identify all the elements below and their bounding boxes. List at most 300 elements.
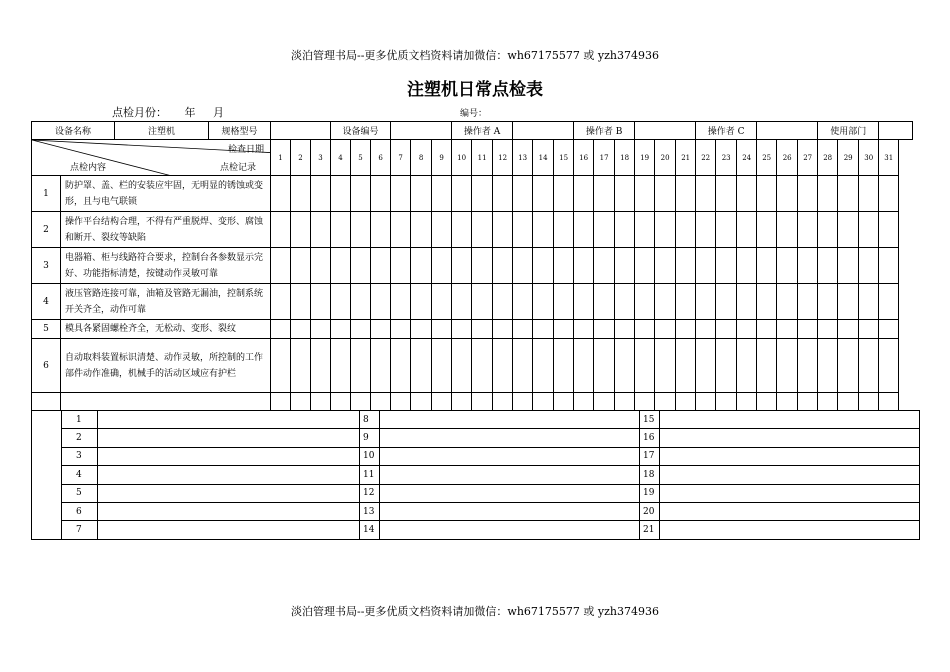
record-cell[interactable] — [696, 320, 716, 339]
info-row — [32, 122, 913, 140]
record-cell[interactable] — [879, 284, 899, 320]
record-cell[interactable] — [371, 339, 391, 393]
record-cell[interactable] — [331, 212, 351, 248]
record-cell[interactable] — [371, 176, 391, 212]
record-cell[interactable] — [513, 393, 533, 411]
record-cell[interactable] — [351, 212, 371, 248]
bottom-entry-number: 5 — [62, 484, 98, 502]
record-cell[interactable] — [493, 212, 513, 248]
record-cell[interactable] — [472, 339, 493, 393]
bottom-entry-field[interactable] — [660, 411, 920, 429]
record-cell[interactable] — [351, 393, 371, 411]
record-cell[interactable] — [655, 320, 676, 339]
record-cell[interactable] — [574, 248, 594, 284]
record-cell[interactable] — [513, 320, 533, 339]
day-header-3: 3 — [311, 140, 331, 176]
record-cell[interactable] — [594, 176, 615, 212]
record-cell[interactable] — [818, 212, 838, 248]
bottom-entry-field[interactable] — [98, 484, 360, 502]
record-cell[interactable] — [818, 320, 838, 339]
record-cell[interactable] — [838, 339, 859, 393]
record-cell[interactable] — [879, 176, 899, 212]
bottom-entry-field[interactable] — [380, 447, 640, 465]
item-description: 模具各紧固螺栓齐全，无松动、变形、裂纹 — [61, 320, 271, 339]
record-cell[interactable] — [615, 248, 635, 284]
record-cell[interactable] — [696, 212, 716, 248]
day-header-31: 31 — [879, 140, 899, 176]
record-cell[interactable] — [391, 176, 411, 212]
record-cell[interactable] — [696, 339, 716, 393]
record-cell[interactable] — [635, 284, 655, 320]
bottom-entry-number: 3 — [62, 447, 98, 465]
bottom-row — [32, 502, 920, 520]
day-header-30: 30 — [859, 140, 879, 176]
record-cell[interactable] — [452, 393, 472, 411]
record-cell[interactable] — [777, 284, 798, 320]
record-cell[interactable] — [615, 320, 635, 339]
record-cell[interactable] — [594, 212, 615, 248]
record-cell[interactable] — [351, 320, 371, 339]
record-cell[interactable] — [472, 284, 493, 320]
day-header-15: 15 — [554, 140, 574, 176]
record-cell[interactable] — [331, 320, 351, 339]
record-cell[interactable] — [635, 248, 655, 284]
record-cell[interactable] — [615, 176, 635, 212]
record-cell[interactable] — [879, 212, 899, 248]
record-cell[interactable] — [311, 212, 331, 248]
record-cell[interactable] — [859, 176, 879, 212]
record-cell[interactable] — [291, 284, 311, 320]
item-description: 防护罩、盖、栏的安装应牢固，无明显的锈蚀或变形，且与电气联锁 — [61, 176, 271, 212]
record-cell[interactable] — [411, 284, 432, 320]
record-cell[interactable] — [432, 284, 452, 320]
record-cell[interactable] — [452, 320, 472, 339]
record-cell[interactable] — [311, 320, 331, 339]
record-cell[interactable] — [391, 393, 411, 411]
record-cell[interactable] — [838, 284, 859, 320]
bottom-entry-field[interactable] — [380, 466, 640, 484]
record-cell[interactable] — [311, 393, 331, 411]
record-cell[interactable] — [859, 284, 879, 320]
bottom-entry-field[interactable] — [660, 484, 920, 502]
day-header-19: 19 — [635, 140, 655, 176]
record-cell[interactable] — [472, 248, 493, 284]
record-cell[interactable] — [696, 248, 716, 284]
record-cell[interactable] — [838, 176, 859, 212]
item-number: 2 — [32, 212, 61, 248]
day-header-20: 20 — [655, 140, 676, 176]
record-cell[interactable] — [331, 339, 351, 393]
record-cell[interactable] — [818, 284, 838, 320]
bottom-entry-field[interactable] — [380, 429, 640, 447]
record-cell[interactable] — [554, 248, 574, 284]
bottom-entry-number: 16 — [640, 429, 660, 447]
record-cell[interactable] — [676, 320, 696, 339]
record-cell[interactable] — [635, 320, 655, 339]
model-label: 规格型号 — [209, 122, 271, 140]
record-cell[interactable] — [271, 212, 291, 248]
record-cell[interactable] — [838, 393, 859, 411]
record-cell[interactable] — [818, 176, 838, 212]
day-header-7: 7 — [391, 140, 411, 176]
record-cell[interactable] — [331, 248, 351, 284]
record-cell[interactable] — [371, 284, 391, 320]
record-cell[interactable] — [574, 339, 594, 393]
record-cell[interactable] — [452, 284, 472, 320]
record-cell[interactable] — [716, 212, 737, 248]
record-cell[interactable] — [838, 320, 859, 339]
page-footer-text: 淡泊管理书局--更多优质文档资料请加微信：wh67175577 或 yzh374936 — [291, 605, 659, 618]
bottom-entry-number: 4 — [62, 466, 98, 484]
record-cell[interactable] — [271, 248, 291, 284]
record-cell[interactable] — [594, 248, 615, 284]
record-cell[interactable] — [291, 248, 311, 284]
record-cell[interactable] — [676, 339, 696, 393]
record-cell[interactable] — [798, 284, 818, 320]
record-cell[interactable] — [777, 212, 798, 248]
record-cell[interactable] — [291, 339, 311, 393]
record-cell[interactable] — [452, 339, 472, 393]
bottom-entry-field[interactable] — [380, 411, 640, 429]
record-cell[interactable] — [554, 176, 574, 212]
record-cell[interactable] — [574, 393, 594, 411]
bottom-entry-field[interactable] — [98, 502, 360, 520]
item-number: 5 — [32, 320, 61, 339]
record-cell[interactable] — [737, 393, 757, 411]
blank-item-row — [32, 393, 913, 411]
equipment-no-label: 设备编号 — [331, 122, 391, 140]
bottom-entry-field[interactable] — [660, 466, 920, 484]
record-cell[interactable] — [737, 320, 757, 339]
bottom-entry-number: 21 — [640, 521, 660, 539]
record-cell[interactable] — [554, 212, 574, 248]
inspection-item-row — [32, 176, 913, 212]
bottom-entry-field[interactable] — [660, 521, 920, 539]
record-cell[interactable] — [615, 393, 635, 411]
record-cell[interactable] — [513, 176, 533, 212]
record-cell[interactable] — [676, 284, 696, 320]
blank-number-cell — [32, 393, 61, 411]
record-cell[interactable] — [391, 320, 411, 339]
record-cell[interactable] — [432, 176, 452, 212]
record-cell[interactable] — [311, 339, 331, 393]
inspection-month-row — [112, 104, 238, 120]
bottom-entry-field[interactable] — [98, 429, 360, 447]
record-cell[interactable] — [574, 212, 594, 248]
record-cell[interactable] — [818, 248, 838, 284]
record-cell[interactable] — [411, 212, 432, 248]
record-cell[interactable] — [635, 176, 655, 212]
record-cell[interactable] — [737, 339, 757, 393]
record-cell[interactable] — [879, 393, 899, 411]
record-cell[interactable] — [533, 176, 554, 212]
item-number: 3 — [32, 248, 61, 284]
record-cell[interactable] — [777, 176, 798, 212]
record-cell[interactable] — [452, 248, 472, 284]
record-cell[interactable] — [371, 393, 391, 411]
record-cell[interactable] — [777, 320, 798, 339]
record-cell[interactable] — [291, 393, 311, 411]
record-cell[interactable] — [493, 339, 513, 393]
record-cell[interactable] — [391, 248, 411, 284]
record-cell[interactable] — [311, 176, 331, 212]
record-cell[interactable] — [757, 212, 777, 248]
record-cell[interactable] — [432, 248, 452, 284]
record-cell[interactable] — [777, 339, 798, 393]
inspection-month-label: 点检月份： — [112, 106, 167, 119]
record-cell[interactable] — [411, 176, 432, 212]
record-cell[interactable] — [554, 284, 574, 320]
item-number: 1 — [32, 176, 61, 212]
record-cell[interactable] — [777, 248, 798, 284]
record-cell[interactable] — [859, 248, 879, 284]
bottom-entry-field[interactable] — [98, 466, 360, 484]
record-cell[interactable] — [737, 212, 757, 248]
record-cell[interactable] — [737, 284, 757, 320]
bottom-entry-field[interactable] — [98, 521, 360, 539]
record-cell[interactable] — [533, 339, 554, 393]
bottom-entry-field[interactable] — [660, 502, 920, 520]
record-cell[interactable] — [351, 284, 371, 320]
record-cell[interactable] — [472, 212, 493, 248]
record-cell[interactable] — [798, 212, 818, 248]
record-cell[interactable] — [838, 248, 859, 284]
record-cell[interactable] — [271, 284, 291, 320]
day-header-2: 2 — [291, 140, 311, 176]
day-header-6: 6 — [371, 140, 391, 176]
record-cell[interactable] — [493, 320, 513, 339]
record-cell[interactable] — [879, 248, 899, 284]
record-cell[interactable] — [291, 212, 311, 248]
record-cell[interactable] — [554, 320, 574, 339]
record-cell[interactable] — [291, 320, 311, 339]
record-cell[interactable] — [635, 339, 655, 393]
record-cell[interactable] — [452, 176, 472, 212]
record-cell[interactable] — [351, 248, 371, 284]
record-cell[interactable] — [351, 339, 371, 393]
record-cell[interactable] — [271, 320, 291, 339]
record-cell[interactable] — [798, 248, 818, 284]
record-cell[interactable] — [371, 248, 391, 284]
day-header-10: 10 — [452, 140, 472, 176]
record-cell[interactable] — [533, 393, 554, 411]
inspection-content-label: 点检内容 — [70, 163, 107, 173]
record-cell[interactable] — [411, 320, 432, 339]
record-cell[interactable] — [411, 393, 432, 411]
record-cell[interactable] — [493, 284, 513, 320]
record-cell[interactable] — [676, 248, 696, 284]
day-header-26: 26 — [777, 140, 798, 176]
bottom-entry-field[interactable] — [660, 447, 920, 465]
record-cell[interactable] — [533, 212, 554, 248]
diagonal-header-cell — [32, 140, 271, 176]
day-header-14: 14 — [533, 140, 554, 176]
bottom-entry-number: 15 — [640, 411, 660, 429]
operator-a-field[interactable] — [513, 122, 574, 140]
record-cell[interactable] — [271, 176, 291, 212]
record-cell[interactable] — [615, 284, 635, 320]
record-cell[interactable] — [452, 212, 472, 248]
record-cell[interactable] — [696, 284, 716, 320]
record-cell[interactable] — [757, 393, 777, 411]
record-cell[interactable] — [311, 248, 331, 284]
record-cell[interactable] — [859, 320, 879, 339]
record-cell[interactable] — [472, 320, 493, 339]
record-cell[interactable] — [432, 212, 452, 248]
day-header-27: 27 — [798, 140, 818, 176]
day-header-21: 21 — [676, 140, 696, 176]
record-cell[interactable] — [331, 393, 351, 411]
record-cell[interactable] — [554, 339, 574, 393]
record-cell[interactable] — [818, 339, 838, 393]
record-cell[interactable] — [798, 176, 818, 212]
record-cell[interactable] — [472, 176, 493, 212]
record-cell[interactable] — [331, 176, 351, 212]
record-cell[interactable] — [432, 393, 452, 411]
record-cell[interactable] — [655, 393, 676, 411]
record-cell[interactable] — [271, 339, 291, 393]
record-cell[interactable] — [594, 284, 615, 320]
record-cell[interactable] — [716, 176, 737, 212]
record-cell[interactable] — [271, 393, 291, 411]
record-cell[interactable] — [411, 248, 432, 284]
department-field[interactable] — [879, 122, 913, 140]
operator-b-field[interactable] — [635, 122, 696, 140]
record-cell[interactable] — [676, 176, 696, 212]
record-cell[interactable] — [513, 339, 533, 393]
bottom-entry-number: 12 — [360, 484, 380, 502]
record-cell[interactable] — [655, 176, 676, 212]
record-cell[interactable] — [655, 339, 676, 393]
record-cell[interactable] — [879, 320, 899, 339]
check-date-label: 检查日期 — [228, 145, 265, 155]
record-cell[interactable] — [493, 176, 513, 212]
record-cell[interactable] — [676, 393, 696, 411]
record-cell[interactable] — [594, 320, 615, 339]
day-header-16: 16 — [574, 140, 594, 176]
record-cell[interactable] — [757, 248, 777, 284]
bottom-entry-field[interactable] — [380, 484, 640, 502]
record-cell[interactable] — [574, 176, 594, 212]
month-unit-label: 月 — [213, 106, 224, 119]
record-cell[interactable] — [737, 176, 757, 212]
record-cell[interactable] — [757, 339, 777, 393]
bottom-entry-field[interactable] — [98, 447, 360, 465]
bottom-entry-field[interactable] — [98, 411, 360, 429]
record-cell[interactable] — [818, 393, 838, 411]
record-cell[interactable] — [716, 248, 737, 284]
record-cell[interactable] — [696, 393, 716, 411]
record-cell[interactable] — [391, 284, 411, 320]
record-cell[interactable] — [554, 393, 574, 411]
record-cell[interactable] — [757, 284, 777, 320]
record-cell[interactable] — [493, 248, 513, 284]
record-cell[interactable] — [859, 339, 879, 393]
record-cell[interactable] — [331, 284, 351, 320]
record-cell[interactable] — [533, 320, 554, 339]
model-value-field[interactable] — [271, 122, 331, 140]
record-cell[interactable] — [655, 284, 676, 320]
record-cell[interactable] — [879, 339, 899, 393]
record-cell[interactable] — [716, 284, 737, 320]
bottom-entry-field[interactable] — [380, 502, 640, 520]
record-cell[interactable] — [513, 248, 533, 284]
record-cell[interactable] — [676, 212, 696, 248]
record-cell[interactable] — [574, 320, 594, 339]
record-cell[interactable] — [777, 393, 798, 411]
day-header-13: 13 — [513, 140, 533, 176]
record-cell[interactable] — [655, 248, 676, 284]
record-cell[interactable] — [696, 176, 716, 212]
record-cell[interactable] — [371, 212, 391, 248]
day-header-29: 29 — [838, 140, 859, 176]
record-cell[interactable] — [655, 212, 676, 248]
record-cell[interactable] — [351, 176, 371, 212]
record-cell[interactable] — [574, 284, 594, 320]
day-header-11: 11 — [472, 140, 493, 176]
record-cell[interactable] — [432, 320, 452, 339]
record-cell[interactable] — [716, 393, 737, 411]
record-cell[interactable] — [493, 393, 513, 411]
record-cell[interactable] — [798, 393, 818, 411]
record-cell[interactable] — [513, 284, 533, 320]
record-cell[interactable] — [757, 176, 777, 212]
record-cell[interactable] — [716, 339, 737, 393]
record-cell[interactable] — [859, 393, 879, 411]
record-cell[interactable] — [291, 176, 311, 212]
operator-c-field[interactable] — [757, 122, 818, 140]
day-header-row — [32, 140, 913, 176]
record-cell[interactable] — [798, 339, 818, 393]
inspection-item-row — [32, 212, 913, 248]
item-number: 4 — [32, 284, 61, 320]
record-cell[interactable] — [737, 248, 757, 284]
record-cell[interactable] — [615, 339, 635, 393]
bottom-record-table — [31, 410, 920, 540]
record-cell[interactable] — [472, 393, 493, 411]
record-cell[interactable] — [594, 339, 615, 393]
equipment-no-field[interactable] — [391, 122, 452, 140]
record-cell[interactable] — [838, 212, 859, 248]
record-cell[interactable] — [533, 248, 554, 284]
record-cell[interactable] — [432, 339, 452, 393]
bottom-entry-number: 13 — [360, 502, 380, 520]
blank-description-cell[interactable] — [61, 393, 271, 411]
record-cell[interactable] — [311, 284, 331, 320]
day-header-22: 22 — [696, 140, 716, 176]
record-cell[interactable] — [533, 284, 554, 320]
bottom-entry-field[interactable] — [380, 521, 640, 539]
bottom-entry-field[interactable] — [660, 429, 920, 447]
inspection-record-label: 点检记录 — [220, 163, 257, 173]
record-cell[interactable] — [594, 393, 615, 411]
record-cell[interactable] — [615, 212, 635, 248]
record-cell[interactable] — [391, 339, 411, 393]
record-cell[interactable] — [859, 212, 879, 248]
record-cell[interactable] — [635, 393, 655, 411]
day-header-23: 23 — [716, 140, 737, 176]
record-cell[interactable] — [635, 212, 655, 248]
record-cell[interactable] — [513, 212, 533, 248]
record-cell[interactable] — [391, 212, 411, 248]
record-cell[interactable] — [716, 320, 737, 339]
record-cell[interactable] — [757, 320, 777, 339]
record-cell[interactable] — [371, 320, 391, 339]
record-cell[interactable] — [411, 339, 432, 393]
bottom-entry-number: 8 — [360, 411, 380, 429]
inspection-item-row — [32, 339, 913, 393]
record-cell[interactable] — [798, 320, 818, 339]
